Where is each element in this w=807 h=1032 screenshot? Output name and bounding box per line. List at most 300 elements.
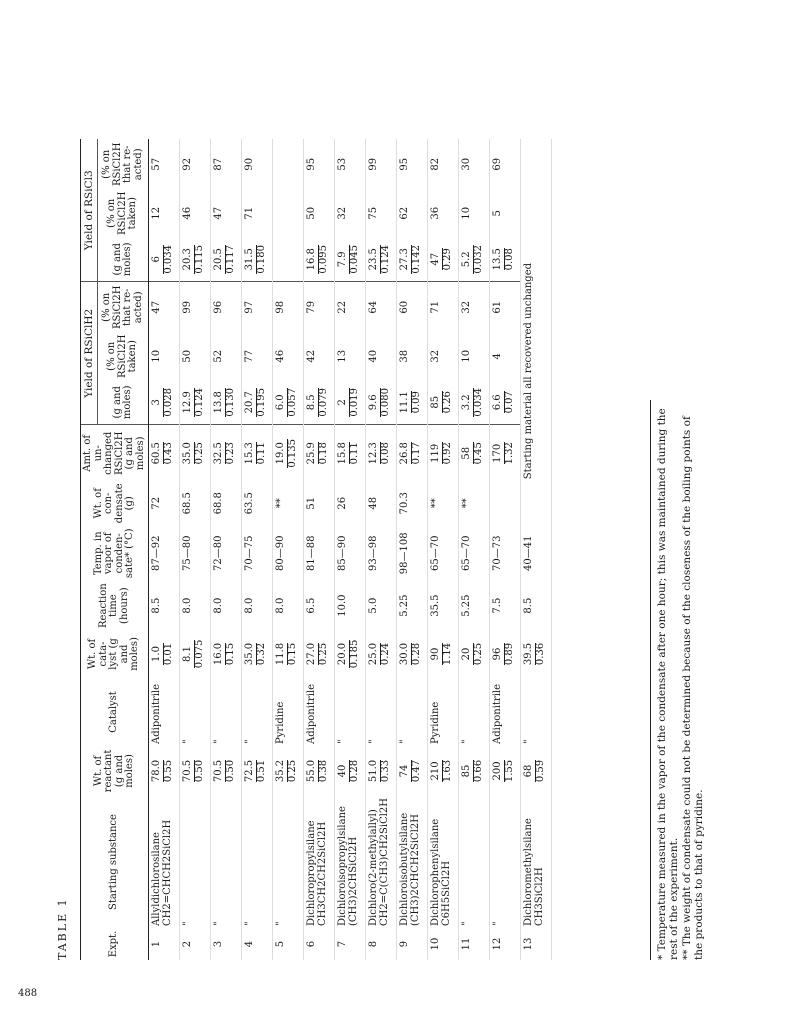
- cell-wt-condensate: [459, 481, 490, 525]
- cell-catalyst: [459, 678, 490, 746]
- cell-substance: [335, 796, 366, 928]
- cell-rsicl3-g-moles: [490, 237, 521, 282]
- cell-amt-unchanged: [273, 425, 304, 482]
- cell-substance: [366, 796, 397, 928]
- cell-rsiclh2-pct-taken: [242, 332, 273, 380]
- subheader-g-moles: (g and moles): [98, 380, 149, 425]
- cell-catalyst-value: ": [523, 739, 534, 744]
- cell-temp: [304, 525, 335, 581]
- cell-rsiclh2-g-moles-value: 2: [337, 399, 348, 406]
- cell-wt-condensate-value: 48: [368, 496, 379, 510]
- subheader-g-moles: (g and moles): [98, 237, 149, 282]
- cell-rsiclh2-pct-reacted-value: 47: [151, 300, 162, 314]
- subheader-pct-reacted: (% on RSiCl2H that re- acted): [98, 139, 149, 189]
- cell-temp: [211, 525, 242, 581]
- page-number: 488: [18, 988, 38, 999]
- cell-rsiclh2-pct-taken-value: 77: [244, 349, 255, 363]
- cell-wt-reactant-value: 70.5: [182, 759, 193, 783]
- cell-substance-value: Allyldichlorosilane: [151, 832, 162, 926]
- cell-wt-catalyst: [459, 630, 490, 678]
- cell-expt: [211, 928, 242, 960]
- cell-temp: [428, 525, 459, 581]
- cell-wt-reactant-value: 0.33: [379, 759, 391, 783]
- cell-rsicl3-pct-reacted-value: 69: [492, 157, 503, 171]
- cell-wt-catalyst: [428, 630, 459, 678]
- cell-rsiclh2-g-moles: [242, 380, 273, 425]
- cell-substance-value: (CH3)2CHSiCl2H: [347, 836, 359, 926]
- cell-rsiclh2-pct-reacted: [335, 282, 366, 333]
- cell-rsiclh2-g-moles-value: 85: [430, 395, 441, 409]
- cell-rsicl3-pct-reacted: [242, 139, 273, 189]
- cell-wt-catalyst-value: 0.01: [162, 642, 174, 666]
- cell-wt-reactant: [273, 746, 304, 796]
- cell-amt-unchanged: [366, 425, 397, 482]
- cell-wt-condensate: [242, 481, 273, 525]
- cell-rsiclh2-g-moles-value: 0.034: [472, 387, 484, 417]
- cell-rsiclh2-g-moles: [149, 380, 180, 425]
- cell-substance-value: Dichloroisobutylsilane: [399, 812, 410, 926]
- cell-expt-value: 12: [492, 937, 503, 951]
- cell-catalyst: [149, 678, 180, 746]
- cell-rsicl3-pct-reacted: [180, 139, 211, 189]
- cell-expt-value: 4: [244, 940, 255, 948]
- cell-temp: [397, 525, 428, 581]
- cell-rsicl3-pct-taken: [335, 189, 366, 237]
- cell-expt-value: 7: [337, 940, 348, 948]
- cell-catalyst: [397, 678, 428, 746]
- cell-rsiclh2-pct-taken-value: 32: [430, 349, 441, 363]
- cell-rsicl3-g-moles: [459, 237, 490, 282]
- cell-rsiclh2-pct-reacted: [304, 282, 335, 333]
- table-body: [149, 139, 552, 960]
- cell-reaction-time-value: 8.0: [213, 597, 224, 614]
- cell-catalyst: [490, 678, 521, 746]
- cell-rsicl3-pct-taken: [242, 189, 273, 237]
- cell-rsicl3-pct-taken: [211, 189, 242, 237]
- cell-reaction-time-value: 8.0: [275, 597, 286, 614]
- cell-wt-catalyst: [397, 630, 428, 678]
- rotated-table-block: [50, 80, 770, 960]
- cell-substance: [521, 796, 552, 928]
- cell-catalyst-value: ": [399, 739, 410, 744]
- cell-rsiclh2-pct-reacted-value: 32: [461, 300, 472, 314]
- cell-temp: [459, 525, 490, 581]
- cell-reaction-time-value: 8.0: [182, 597, 193, 614]
- cell-catalyst: [428, 678, 459, 746]
- cell-wt-reactant-value: 70.5: [213, 759, 224, 783]
- cell-rsiclh2-pct-taken-value: 13: [337, 349, 348, 363]
- cell-wt-catalyst: [335, 630, 366, 678]
- cell-rsiclh2-pct-taken: [428, 332, 459, 380]
- cell-substance: [149, 796, 180, 928]
- cell-wt-reactant-value: 210: [430, 761, 441, 781]
- table-row: [149, 139, 180, 960]
- cell-rsicl3-pct-reacted-value: 57: [151, 157, 162, 171]
- cell-substance-value: Dichloromethylsilane: [523, 818, 534, 926]
- cell-rsicl3-g-moles-value: 0.115: [193, 244, 205, 274]
- cell-reaction-time: [397, 581, 428, 630]
- cell-wt-catalyst-value: 0.185: [348, 639, 360, 669]
- cell-wt-reactant-value: 68: [523, 764, 534, 778]
- cell-rsicl3-pct-reacted: [149, 139, 180, 189]
- cell-substance: [242, 796, 273, 928]
- cell-wt-reactant-value: 0.38: [317, 759, 329, 783]
- cell-amt-unchanged-value: 32.5: [213, 442, 224, 465]
- cell-wt-reactant: [366, 746, 397, 796]
- cell-expt-value: 10: [430, 937, 441, 951]
- cell-reaction-time: [428, 581, 459, 630]
- cell-rsiclh2-g-moles-value: 0.124: [193, 387, 205, 417]
- cell-wt-reactant-value: 0.51: [255, 759, 267, 783]
- cell-wt-catalyst-value: 20.0: [337, 642, 348, 666]
- cell-rsiclh2-g-moles-value: 0.079: [317, 387, 329, 417]
- cell-rsiclh2-g-moles: [428, 380, 459, 425]
- cell-expt: [397, 928, 428, 960]
- cell-amt-unchanged-value: 25.9: [306, 442, 317, 465]
- cell-wt-reactant: [211, 746, 242, 796]
- cell-amt-unchanged: [211, 425, 242, 482]
- cell-expt-value: 6: [306, 940, 317, 948]
- cell-rsicl3-g-moles: [335, 237, 366, 282]
- cell-rsicl3-pct-reacted: [211, 139, 242, 189]
- cell-rsicl3-g-moles: [304, 237, 335, 282]
- cell-substance-value: ": [492, 921, 503, 926]
- cell-wt-condensate-value: 68.8: [213, 492, 224, 515]
- cell-rsicl3-pct-reacted-value: 30: [461, 157, 472, 171]
- cell-substance: [490, 796, 521, 928]
- cell-rsicl3-g-moles-value: 16.8: [306, 248, 317, 271]
- cell-reaction-time-value: 8.5: [523, 597, 534, 614]
- cell-rsicl3-pct-reacted-value: 87: [213, 157, 224, 171]
- cell-rsicl3-pct-taken-value: 71: [244, 206, 255, 220]
- cell-rsicl3-pct-taken-value: 10: [461, 206, 472, 220]
- cell-rsiclh2-pct-taken: [397, 332, 428, 380]
- cell-wt-catalyst: [149, 630, 180, 678]
- cell-substance: [180, 796, 211, 928]
- cell-wt-condensate-value: 63.5: [244, 492, 255, 515]
- cell-catalyst: [366, 678, 397, 746]
- cell-temp-value: 65—70: [461, 535, 472, 572]
- cell-wt-reactant: [490, 746, 521, 796]
- cell-wt-reactant: [397, 746, 428, 796]
- cell-temp-value: 93—98: [368, 535, 379, 572]
- cell-rsiclh2-g-moles: [211, 380, 242, 425]
- cell-rsicl3-g-moles-value: 0.117: [224, 244, 236, 274]
- cell-rsiclh2-pct-reacted-value: 79: [306, 300, 317, 314]
- cell-rsicl3-pct-reacted: [335, 139, 366, 189]
- cell-wt-reactant: [180, 746, 211, 796]
- cell-catalyst: [242, 678, 273, 746]
- cell-catalyst: [273, 678, 304, 746]
- table-row: [273, 139, 304, 960]
- table-row: [211, 139, 242, 960]
- cell-wt-reactant-value: 40: [337, 764, 348, 778]
- cell-reaction-time-value: 10.0: [337, 594, 348, 617]
- cell-rsicl3-pct-reacted: [366, 139, 397, 189]
- table-title: TABLE 1: [56, 897, 69, 960]
- cell-rsicl3-pct-taken: [149, 189, 180, 237]
- cell-wt-catalyst-value: 0.32: [255, 642, 267, 666]
- cell-rsiclh2-pct-taken-value: 4: [492, 353, 503, 360]
- cell-amt-unchanged: [428, 425, 459, 482]
- cell-wt-condensate: [428, 481, 459, 525]
- cell-rsicl3-g-moles-value: 23.5: [368, 248, 379, 271]
- cell-rsicl3-pct-taken-value: 36: [430, 206, 441, 220]
- cell-rsiclh2-g-moles-value: 8.5: [306, 394, 317, 411]
- cell-temp: [180, 525, 211, 581]
- cell-rsiclh2-pct-reacted: [397, 282, 428, 333]
- cell-amt-unchanged-value: 0.17: [410, 442, 422, 465]
- cell-catalyst-value: Pyridine: [275, 701, 286, 744]
- cell-rsicl3-pct-taken: [490, 189, 521, 237]
- cell-expt: [490, 928, 521, 960]
- cell-rsiclh2-pct-reacted-value: 60: [399, 300, 410, 314]
- cell-rsicl3-pct-reacted: [273, 139, 304, 189]
- cell-amt-unchanged: [242, 425, 273, 482]
- header-reaction-time: Reaction time (hours): [81, 581, 149, 630]
- cell-rsicl3-pct-taken-value: 12: [151, 206, 162, 220]
- cell-rsicl3-pct-taken: [273, 189, 304, 237]
- cell-rsicl3-pct-taken-value: 50: [306, 206, 317, 220]
- cell-rsicl3-pct-reacted: [304, 139, 335, 189]
- cell-wt-catalyst-value: 16.0: [213, 642, 224, 666]
- cell-rsiclh2-pct-taken-value: 52: [213, 349, 224, 363]
- cell-catalyst: [335, 678, 366, 746]
- cell-rsicl3-g-moles-value: 7.9: [337, 251, 348, 268]
- cell-rsicl3-g-moles-value: 13.5: [492, 248, 503, 271]
- cell-rsicl3-g-moles: [242, 237, 273, 282]
- cell-temp-value: 80—90: [275, 535, 286, 572]
- cell-rsicl3-g-moles: [149, 237, 180, 282]
- cell-rsicl3-g-moles: [180, 237, 211, 282]
- cell-expt: [149, 928, 180, 960]
- cell-rsicl3-g-moles-value: 0.142: [410, 244, 422, 274]
- cell-wt-catalyst-value: 0.28: [410, 642, 422, 666]
- cell-wt-catalyst-value: 1.14: [441, 642, 453, 666]
- cell-rsiclh2-pct-taken-value: 50: [182, 349, 193, 363]
- cell-reaction-time-value: 5.0: [368, 597, 379, 614]
- cell-wt-condensate: [273, 481, 304, 525]
- cell-rsiclh2-g-moles-value: 0.07: [503, 391, 515, 414]
- cell-wt-condensate: [149, 481, 180, 525]
- cell-amt-unchanged-value: 0.92: [441, 442, 453, 465]
- cell-rsicl3-g-moles: [397, 237, 428, 282]
- cell-substance: [428, 796, 459, 928]
- cell-temp-value: 85—90: [337, 535, 348, 572]
- cell-amt-unchanged: [397, 425, 428, 482]
- cell-rsiclh2-g-moles-value: 0.130: [224, 387, 236, 417]
- cell-wt-catalyst: [521, 630, 552, 678]
- cell-amt-unchanged-value: 15.8: [337, 442, 348, 465]
- cell-wt-reactant-value: 35.2: [275, 759, 286, 783]
- cell-wt-catalyst-value: 0.89: [503, 642, 515, 666]
- cell-rsiclh2-g-moles: [304, 380, 335, 425]
- cell-temp: [149, 525, 180, 581]
- cell-substance: [211, 796, 242, 928]
- cell-rsicl3-g-moles-value: 0.180: [255, 244, 267, 274]
- cell-rsiclh2-pct-reacted-value: 61: [492, 300, 503, 314]
- cell-expt-value: 5: [275, 940, 286, 948]
- cell-rsicl3-pct-taken-value: 5: [492, 210, 503, 217]
- header-catalyst: Catalyst: [81, 678, 149, 746]
- cell-reaction-time-value: 8.5: [151, 597, 162, 614]
- header-expt: Expt.: [81, 928, 149, 960]
- cell-catalyst-value: ": [368, 739, 379, 744]
- cell-wt-reactant: [242, 746, 273, 796]
- cell-temp-value: 98—108: [399, 532, 410, 575]
- cell-rsiclh2-pct-taken-value: 46: [275, 349, 286, 363]
- cell-expt-value: 8: [368, 940, 379, 948]
- cell-note: Starting material all recovered unchanged: [521, 139, 552, 481]
- footnotes: [650, 400, 706, 960]
- cell-amt-unchanged-value: 0.135: [286, 438, 298, 468]
- cell-rsicl3-pct-reacted-value: 95: [399, 157, 410, 171]
- cell-substance-value: Dichloro(2-methylallyl): [368, 809, 379, 926]
- cell-rsicl3-pct-taken: [459, 189, 490, 237]
- cell-temp-value: 72—80: [213, 535, 224, 572]
- cell-temp: [273, 525, 304, 581]
- cell-amt-unchanged: [459, 425, 490, 482]
- cell-rsicl3-g-moles-value: 6: [151, 256, 162, 263]
- cell-rsiclh2-pct-reacted: [180, 282, 211, 333]
- footnote: * Temperature measured in the vapor of the condensate after one hour; this was maintained during the rest of the experiment.: [656, 408, 680, 960]
- cell-rsiclh2-pct-taken: [180, 332, 211, 380]
- cell-rsiclh2-pct-reacted-value: 71: [430, 300, 441, 314]
- cell-wt-condensate-value: **: [461, 498, 472, 509]
- cell-expt: [273, 928, 304, 960]
- cell-wt-condensate-value: 72: [151, 496, 162, 510]
- cell-catalyst: [521, 678, 552, 746]
- cell-wt-catalyst-value: 20: [461, 647, 472, 661]
- cell-wt-catalyst: [180, 630, 211, 678]
- cell-expt: [459, 928, 490, 960]
- cell-rsicl3-pct-reacted-value: 92: [182, 157, 193, 171]
- cell-substance-value: ": [244, 921, 255, 926]
- cell-substance-value: CH2=C(CH3)CH2SiCl2H: [378, 797, 390, 926]
- cell-wt-reactant-value: 0.50: [224, 759, 236, 783]
- cell-rsicl3-pct-taken-value: 75: [368, 206, 379, 220]
- cell-catalyst-value: ": [244, 739, 255, 744]
- cell-amt-unchanged: [180, 425, 211, 482]
- cell-catalyst-value: ": [182, 739, 193, 744]
- cell-wt-condensate: [366, 481, 397, 525]
- cell-amt-unchanged-value: 0.45: [472, 442, 484, 465]
- cell-amt-unchanged: [304, 425, 335, 482]
- cell-wt-catalyst-value: 0.075: [193, 639, 205, 669]
- cell-rsicl3-g-moles-value: 0.032: [472, 244, 484, 274]
- cell-wt-reactant-value: 0.47: [410, 759, 422, 783]
- cell-rsiclh2-g-moles: [366, 380, 397, 425]
- cell-amt-unchanged-value: 0.08: [379, 442, 391, 465]
- cell-amt-unchanged-value: 58: [461, 446, 472, 460]
- cell-wt-reactant-value: 51.0: [368, 759, 379, 783]
- cell-wt-reactant: [521, 746, 552, 796]
- cell-wt-catalyst-value: 0.15: [286, 642, 298, 666]
- cell-rsicl3-g-moles-value: 0.034: [162, 244, 174, 274]
- cell-wt-reactant: [428, 746, 459, 796]
- cell-wt-catalyst: [490, 630, 521, 678]
- cell-temp-value: 70—73: [492, 535, 503, 572]
- cell-reaction-time: [521, 581, 552, 630]
- table-row: [180, 139, 211, 960]
- header-yield-rsicl3: Yield of RSiCl3: [81, 139, 98, 282]
- cell-reaction-time-value: 6.5: [306, 597, 317, 614]
- cell-rsicl3-g-moles: [273, 237, 304, 282]
- cell-expt: [521, 928, 552, 960]
- cell-wt-condensate: [335, 481, 366, 525]
- cell-wt-reactant-value: 0.59: [534, 759, 546, 783]
- cell-reaction-time-value: 5.25: [461, 594, 472, 617]
- cell-wt-catalyst-value: 25.0: [368, 642, 379, 666]
- cell-reaction-time: [304, 581, 335, 630]
- cell-expt-value: 11: [461, 937, 472, 951]
- header-wt-catalyst: Wt. of cata- lyst (g and moles): [81, 630, 149, 678]
- header-temp: Temp. in vapor of conden- sate* (°C): [81, 525, 149, 581]
- cell-amt-unchanged-value: 12.3: [368, 442, 379, 465]
- table-row: [397, 139, 428, 960]
- cell-reaction-time: [211, 581, 242, 630]
- cell-rsiclh2-pct-reacted-value: 22: [337, 300, 348, 314]
- cell-rsiclh2-g-moles-value: 20.7: [244, 391, 255, 414]
- cell-amt-unchanged-value: 35.0: [182, 442, 193, 465]
- cell-rsicl3-g-moles-value: 47: [430, 252, 441, 266]
- cell-catalyst: [304, 678, 335, 746]
- cell-rsiclh2-pct-reacted: [242, 282, 273, 333]
- cell-catalyst: [180, 678, 211, 746]
- table-row: [242, 139, 273, 960]
- cell-temp: [366, 525, 397, 581]
- cell-rsiclh2-g-moles-value: 6.6: [492, 394, 503, 411]
- cell-rsicl3-g-moles-value: 0.124: [379, 244, 391, 274]
- cell-amt-unchanged: [490, 425, 521, 482]
- cell-rsicl3-g-moles: [366, 237, 397, 282]
- cell-wt-condensate-value: 70.3: [399, 492, 410, 515]
- cell-substance-value: C6H5SiCl2H: [440, 860, 452, 926]
- cell-rsiclh2-g-moles-value: 0.019: [348, 387, 360, 417]
- cell-wt-condensate-value: 26: [337, 496, 348, 510]
- cell-temp-value: 87—92: [151, 535, 162, 572]
- cell-expt-value: 2: [182, 940, 193, 948]
- cell-wt-reactant-value: 200: [492, 761, 503, 781]
- cell-rsiclh2-g-moles-value: 0.080: [379, 387, 391, 417]
- cell-substance-value: Dichloroisopropylsilane: [337, 806, 348, 926]
- cell-catalyst-value: Adiponitrile: [492, 683, 503, 744]
- cell-rsiclh2-pct-reacted: [428, 282, 459, 333]
- cell-wt-catalyst: [273, 630, 304, 678]
- header-wt-condensate: Wt. of con- densate (g): [81, 481, 149, 525]
- cell-amt-unchanged-value: 0.23: [224, 442, 236, 465]
- cell-wt-reactant-value: 1.55: [503, 759, 515, 783]
- cell-wt-reactant-value: 72.5: [244, 759, 255, 783]
- footnote: ** The weight of condensate could not be determined because of the closeness of the boiling points of the products to that of pyridine.: [681, 416, 705, 960]
- cell-rsicl3-pct-taken-value: 46: [182, 206, 193, 220]
- cell-wt-catalyst-value: 96: [492, 647, 503, 661]
- cell-rsiclh2-pct-reacted-value: 97: [244, 300, 255, 314]
- cell-rsiclh2-pct-reacted-value: 96: [213, 300, 224, 314]
- cell-rsiclh2-pct-reacted-value: 98: [275, 300, 286, 314]
- cell-rsiclh2-g-moles-value: 0.195: [255, 387, 267, 417]
- cell-rsiclh2-pct-taken: [490, 332, 521, 380]
- cell-rsiclh2-g-moles-value: 11.1: [399, 391, 410, 414]
- subheader-pct-taken: (% on RSiCl2H taken): [98, 189, 149, 237]
- cell-reaction-time: [490, 581, 521, 630]
- cell-reaction-time: [180, 581, 211, 630]
- table-row: [366, 139, 397, 960]
- cell-rsicl3-g-moles: [211, 237, 242, 282]
- cell-wt-reactant-value: 0.66: [472, 759, 484, 783]
- cell-amt-unchanged-value: 0.11: [348, 442, 360, 465]
- cell-rsicl3-pct-taken-value: 62: [399, 206, 410, 220]
